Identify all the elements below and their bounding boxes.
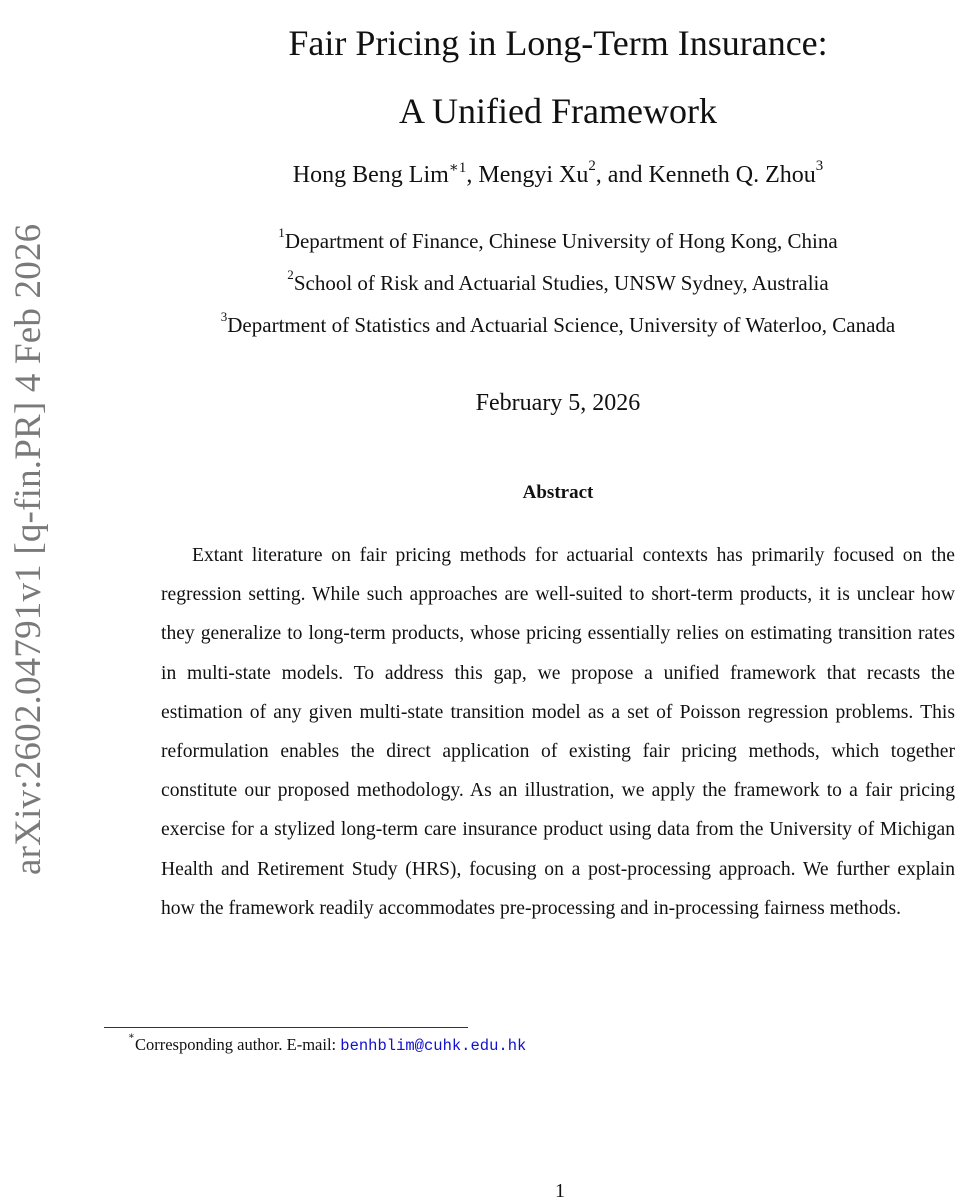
footnote: [128, 1031, 527, 1055]
author-affiliation-mark: ∗1: [448, 160, 467, 176]
footnote-divider: [104, 1027, 468, 1028]
affiliation-mark: 3: [220, 309, 228, 324]
paper-title-line-1: Fair Pricing in Long-Term Insurance:: [288, 23, 828, 64]
arxiv-identifier-stamp: arXiv:2602.04791v1 [q-fin.PR] 4 Feb 2026: [8, 223, 49, 875]
author-name: Hong Beng Lim: [292, 162, 449, 188]
affiliation-mark: 1: [278, 225, 285, 240]
paper-title-line-2: A Unified Framework: [399, 91, 717, 132]
author-list: [158, 158, 958, 189]
affiliation-text: Department of Finance, Chinese University of Hong Kong, China: [284, 229, 838, 253]
page-number: 1: [555, 1180, 565, 1202]
footnote-mark: ∗: [128, 1031, 135, 1042]
email-link[interactable]: benhblim@cuhk.edu.hk: [340, 1037, 527, 1055]
affiliation-text: Department of Statistics and Actuarial Science, University of Waterloo, Canada: [227, 313, 896, 337]
author-name: Kenneth Q. Zhou: [648, 162, 816, 188]
affiliation-mark: 2: [287, 267, 294, 282]
author-separator: ,: [466, 162, 479, 188]
abstract-heading: Abstract: [522, 482, 594, 503]
footnote-text: Corresponding author. E-mail:: [134, 1035, 341, 1054]
author-name: Mengyi Xu: [478, 162, 589, 188]
affiliation: [158, 225, 958, 254]
affiliation-text: School of Risk and Actuarial Studies, UNSW Sydney, Australia: [293, 271, 829, 295]
author-affiliation-mark: 2: [588, 158, 596, 174]
affiliation: [158, 309, 958, 338]
abstract-body: Extant literature on fair pricing methods for actuarial contexts has primarily focused on the regression setting. While such approaches are well-suited to short-term products, it is unclear how they generalize to long-term products, whose pricing essentially relies on estimating transition rates in multi-state models. To address this gap, we propose a unified framework that recasts the estimation of any given multi-state transition model as a set of Poisson regression problems. This reformulation enables the direct application of existing fair pricing methods, which together constitute our proposed methodology. As an illustration, we apply the framework to a fair pricing exercise for a stylized long-term care insurance product using data from the University of Michigan Health and Retirement Study (HRS), focusing on a post-processing approach. We further explain how the framework readily accommodates pre-processing and in-processing fairness methods.: [161, 545, 955, 919]
author-separator: , and: [595, 162, 649, 188]
affiliation: [158, 267, 958, 296]
publication-date: February 5, 2026: [475, 390, 641, 416]
author-affiliation-mark: 3: [815, 158, 824, 174]
